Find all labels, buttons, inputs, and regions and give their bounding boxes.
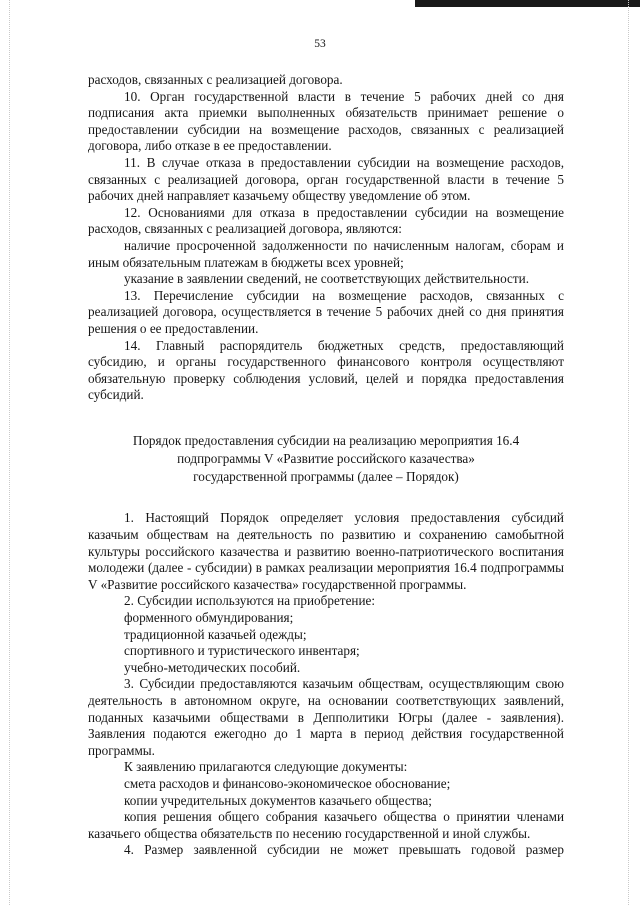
paragraph: 3. Субсидии предоставляются казачьим обществам, осуществляющим свою деятельность в автономном округе, на основании соответствующих заявлений, поданных казачьими обществами в Депполитики Югры (далее - заявления). Заявления подаются ежегодно до 1 марта в период действия государственной программы.	[88, 676, 564, 758]
paragraph: 4. Размер заявленной субсидии не может превышать годовой размер	[124, 842, 564, 858]
paragraph: К заявлению прилагаются следующие документы:	[124, 759, 408, 775]
section-title-line: Порядок предоставления субсидии на реализацию мероприятия 16.4	[132, 432, 520, 448]
list-item: форменного обмундирования;	[124, 610, 294, 626]
paragraph: 10. Орган государственной власти в течение 5 рабочих дней со дня подписания акта приемки выполненных обязательств принимает решение о предоставлении субсидии на возмещение расходов, связанных с реализацией договора, либо отказе в ее предоставлении.	[88, 88, 564, 154]
scan-edge-bar	[415, 0, 640, 7]
section-title-line: государственной программы (далее – Порядок)	[193, 469, 459, 485]
scan-right-edge	[628, 0, 629, 905]
section-title-line: подпрограммы V «Развитие российского казачества»	[177, 451, 475, 467]
paragraph: 14. Главный распорядитель бюджетных средств, предоставляющий субсидию, и органы государственного финансового контроля осуществляют обязательную проверку соблюдения условий, целей и порядка предоставления субсидий.	[88, 337, 564, 403]
paragraph: расходов, связанных с реализацией договора.	[88, 72, 343, 87]
document-body	[88, 72, 564, 859]
list-item: спортивного и туристического инвентаря;	[124, 643, 360, 659]
section-title	[88, 432, 564, 487]
paragraph: 2. Субсидии используются на приобретение:	[124, 593, 376, 609]
paragraph: 12. Основаниями для отказа в предоставлении субсидии на возмещение расходов, связанных с реализацией договора, являются:	[88, 204, 564, 237]
list-item: учебно-методических пособий.	[124, 659, 301, 675]
list-item: копия решения общего собрания казачьего общества о принятии членами казачьего общества обязательств по несению государственной и иной службы.	[88, 809, 564, 841]
paragraph: указание в заявлении сведений, не соответствующих действительности.	[124, 271, 529, 287]
page-number: 53	[314, 38, 326, 50]
paragraph: 11. В случае отказа в предоставлении субсидии на возмещение расходов, связанных с реализацией договора, орган государственной власти в течение 5 рабочих дней направляет казачьему обществу уведомление об этом.	[88, 154, 564, 204]
list-item: копии учредительных документов казачьего общества;	[124, 792, 432, 808]
list-item: смета расходов и финансово-экономическое обоснование;	[124, 775, 451, 791]
paragraph: 1. Настоящий Порядок определяет условия предоставления субсидий казачьим обществам на деятельность по развитию и сохранению самобытной культуры российского казачества и развитию военно-патриотического воспитания молодежи (далее - субсидии) в рамках реализации мероприятия 16.4 подпрограммы V «Развитие российского казачества» государственной программы.	[88, 510, 564, 592]
paragraph: 13. Перечисление субсидии на возмещение расходов, связанных с реализацией договора, осуществляется в течение 5 рабочих дней со дня принятия решения о ее предоставлении.	[88, 287, 564, 336]
list-item: традиционной казачьей одежды;	[124, 626, 307, 642]
paragraph: наличие просроченной задолженности по начисленным налогам, сборам и иным обязательным платежам в бюджеты всех уровней;	[88, 237, 564, 270]
scan-left-edge	[9, 0, 10, 905]
